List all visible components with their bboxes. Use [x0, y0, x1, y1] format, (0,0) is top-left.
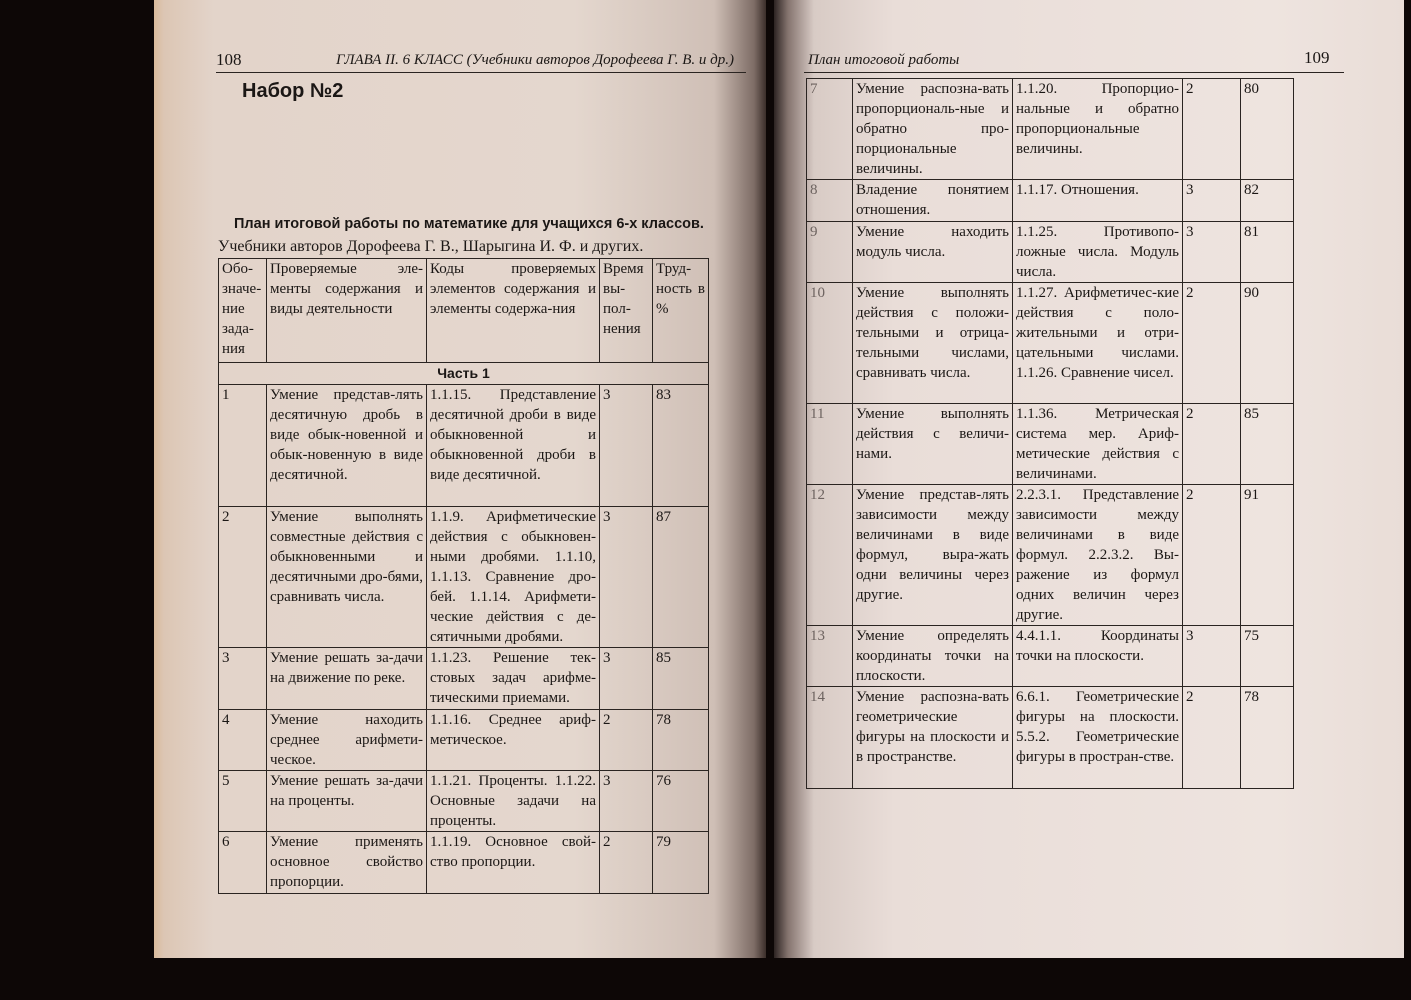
task-skill: Умение решать за-дачи на проценты. — [267, 771, 427, 832]
task-difficulty: 78 — [1241, 687, 1294, 789]
part-row — [219, 363, 709, 385]
running-head-right: План итоговой работы — [808, 52, 960, 68]
right-page — [774, 0, 1404, 958]
task-skill: Умение выполнять действия с положи-тельными и отрица-тельными числами, сравнивать числа. — [853, 283, 1013, 404]
task-difficulty: 75 — [1241, 626, 1294, 687]
task-codes: 1.1.25. Противопо-ложные числа. Модуль числа. — [1013, 222, 1183, 283]
task-skill: Умение распозна-вать геометрические фигуры на плоскости и в пространстве. — [853, 687, 1013, 789]
task-difficulty: 76 — [653, 771, 709, 832]
task-codes: 1.1.36. Метрическая система мер. Ариф-метические действия с величинами. — [1013, 404, 1183, 485]
task-skill: Владение понятием отношения. — [853, 180, 1013, 222]
task-number: 3 — [219, 648, 267, 710]
task-difficulty: 81 — [1241, 222, 1294, 283]
table-row — [219, 507, 709, 648]
table-row — [807, 180, 1294, 222]
task-difficulty: 87 — [653, 507, 709, 648]
task-skill: Умение выполнять совместные действия с обыкновенными и десятичными дро-бями, сравнивать числа. — [267, 507, 427, 648]
task-skill: Умение определять координаты точки на плоскости. — [853, 626, 1013, 687]
task-time: 2 — [1183, 404, 1241, 485]
task-number: 8 — [807, 180, 853, 222]
task-difficulty: 85 — [653, 648, 709, 710]
header-codes: Коды проверяемых элементов содержания и элементы содержа-ния — [427, 259, 600, 363]
header-task-id: Обо-значе-ние зада-ния — [219, 259, 267, 363]
table-row — [807, 222, 1294, 283]
task-number: 5 — [219, 771, 267, 832]
task-time: 2 — [600, 710, 653, 771]
table-row — [807, 79, 1294, 180]
running-head-left: ГЛАВА II. 6 КЛАСС (Учебники авторов Дорофеева Г. В. и др.) — [336, 52, 734, 68]
task-number: 11 — [807, 404, 853, 485]
task-codes: 1.1.21. Проценты. 1.1.22. Основные задачи на проценты. — [427, 771, 600, 832]
task-time: 3 — [1183, 180, 1241, 222]
page-number-right: 109 — [1304, 48, 1330, 67]
page-number-left: 108 — [216, 50, 242, 69]
task-time: 3 — [1183, 222, 1241, 283]
plan-title: План итоговой работы по математике для учащихся 6-х классов. — [234, 216, 704, 232]
header-rule-left — [216, 72, 746, 73]
task-number: 9 — [807, 222, 853, 283]
task-number: 14 — [807, 687, 853, 789]
header-time: Время вы-пол-нения — [600, 259, 653, 363]
table-row — [807, 485, 1294, 626]
task-codes: 1.1.17. Отношения. — [1013, 180, 1183, 222]
task-skill: Умение выполнять действия с величи-нами. — [853, 404, 1013, 485]
task-codes: 1.1.23. Решение тек-стовых задач арифме-тическими приемами. — [427, 648, 600, 710]
task-difficulty: 79 — [653, 832, 709, 894]
task-codes: 1.1.15. Представление десятичной дроби в виде обыкновенной и обыкновенной дроби в виде десятичной. — [427, 385, 600, 507]
task-plan-table-part1 — [218, 258, 709, 894]
task-codes: 4.4.1.1. Координаты точки на плоскости. — [1013, 626, 1183, 687]
task-plan-table-continued — [806, 78, 1294, 789]
task-codes: 1.1.19. Основное свой-ство пропорции. — [427, 832, 600, 894]
task-number: 6 — [219, 832, 267, 894]
task-codes: 1.1.9. Арифметические действия с обыкновен-ными дробями. 1.1.10, 1.1.13. Сравнение дро-бей. 1.1.14. Арифмети-ческие действия с де-сятичными дробями. — [427, 507, 600, 648]
task-skill: Умение представ-лять десятичную дробь в виде обык-новенной и обык-новенную в виде десятичной. — [267, 385, 427, 507]
task-time: 2 — [1183, 79, 1241, 180]
task-difficulty: 80 — [1241, 79, 1294, 180]
left-page — [154, 0, 766, 958]
task-difficulty: 78 — [653, 710, 709, 771]
table-row — [219, 832, 709, 894]
task-number: 13 — [807, 626, 853, 687]
header-skills: Проверяемые эле-менты содержания и виды деятельности — [267, 259, 427, 363]
task-codes: 6.6.1. Геометрические фигуры на плоскости. 5.5.2. Геометрические фигуры в простран-стве. — [1013, 687, 1183, 789]
table-row — [807, 283, 1294, 404]
table-header-row — [219, 259, 709, 363]
table-row — [219, 648, 709, 710]
part-label: Часть 1 — [219, 363, 709, 385]
task-skill: Умение решать за-дачи на движение по реке. — [267, 648, 427, 710]
task-difficulty: 82 — [1241, 180, 1294, 222]
task-codes: 2.2.3.1. Представление зависимости между величинами в виде формул. 2.2.3.2. Вы-ражение из формул одних величин через другие. — [1013, 485, 1183, 626]
task-difficulty: 91 — [1241, 485, 1294, 626]
table-row — [807, 687, 1294, 789]
task-codes: 1.1.16. Среднее ариф-метическое. — [427, 710, 600, 771]
table-row — [219, 385, 709, 507]
task-time: 3 — [1183, 626, 1241, 687]
header-difficulty: Труд-ность в % — [653, 259, 709, 363]
task-codes: 1.1.20. Пропорцио-нальные и обратно пропорциональные величины. — [1013, 79, 1183, 180]
task-codes: 1.1.27. Арифметичес-кие действия с поло-жительными и отри-цательными числами. 1.1.26. Сравнение чисел. — [1013, 283, 1183, 404]
header-rule-right — [804, 72, 1344, 73]
task-time: 2 — [600, 832, 653, 894]
task-number: 2 — [219, 507, 267, 648]
task-skill: Умение находить среднее арифмети-ческое. — [267, 710, 427, 771]
task-time: 2 — [1183, 485, 1241, 626]
task-time: 2 — [1183, 687, 1241, 789]
task-number: 4 — [219, 710, 267, 771]
task-time: 2 — [1183, 283, 1241, 404]
task-number: 7 — [807, 79, 853, 180]
task-number: 10 — [807, 283, 853, 404]
table-row — [219, 710, 709, 771]
task-time: 3 — [600, 385, 653, 507]
table-row — [807, 404, 1294, 485]
task-skill: Умение распозна-вать пропорциональ-ные и обратно про-порциональные величины. — [853, 79, 1013, 180]
task-time: 3 — [600, 507, 653, 648]
task-number: 12 — [807, 485, 853, 626]
table-row — [219, 771, 709, 832]
task-time: 3 — [600, 648, 653, 710]
task-difficulty: 90 — [1241, 283, 1294, 404]
set-title: Набор №2 — [242, 80, 344, 102]
table-row — [807, 626, 1294, 687]
task-skill: Умение представ-лять зависимости между величинами в виде формул, выра-жать одни величины через другие. — [853, 485, 1013, 626]
plan-subtitle: Учебники авторов Дорофеева Г. В., Шарыгина И. Ф. и других. — [218, 238, 644, 255]
task-skill: Умение применять основное свойство пропорции. — [267, 832, 427, 894]
task-difficulty: 83 — [653, 385, 709, 507]
task-skill: Умение находить модуль числа. — [853, 222, 1013, 283]
task-number: 1 — [219, 385, 267, 507]
task-difficulty: 85 — [1241, 404, 1294, 485]
task-time: 3 — [600, 771, 653, 832]
